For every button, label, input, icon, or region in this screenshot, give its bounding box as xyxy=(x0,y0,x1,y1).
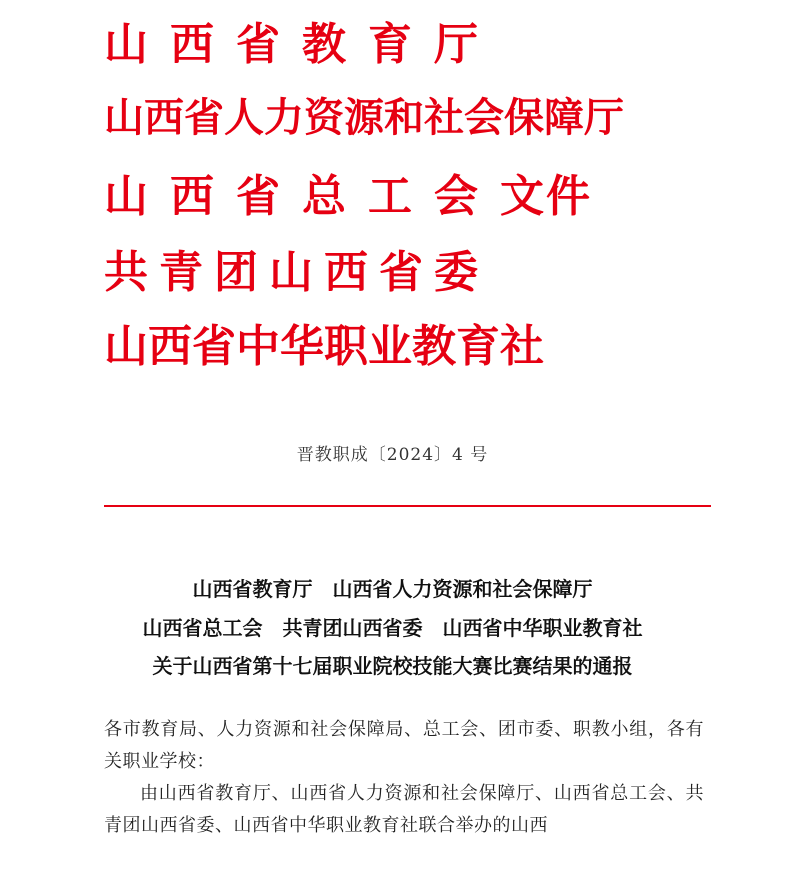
body-paragraph: 由山西省教育厅、山西省人力资源和社会保障厅、山西省总工会、共青团山西省委、山西省中华职业教育社联合举办的山西 xyxy=(104,783,704,836)
header-issuer-trade-union xyxy=(104,160,592,224)
red-divider-line xyxy=(104,505,711,507)
header-issuer-education-dept: 山西省教育厅 xyxy=(104,19,500,70)
document-number: 晋教职成〔2024〕4 号 xyxy=(296,445,489,465)
header-issuer-vocational-society: 山西省中华职业教育社 xyxy=(104,321,544,372)
header-document-suffix: 文件 xyxy=(500,171,592,222)
document-body xyxy=(104,714,704,842)
header-issuer-trade-union-label: 山西省总工会 xyxy=(104,171,500,222)
document-title-line-3: 关于山西省第十七届职业院校技能大赛比赛结果的通报 xyxy=(152,654,633,678)
document-title-line-1: 山西省教育厅 山西省人力资源和社会保障厅 xyxy=(192,577,593,601)
header-issuer-hr-dept: 山西省人力资源和社会保障厅 xyxy=(104,95,624,141)
salutation: 各市教育局、人力资源和社会保障局、总工会、团市委、职教小组，各有关职业学校： xyxy=(104,719,704,772)
header-issuer-youth-league: 共青团山西省委 xyxy=(104,247,489,298)
document-title-line-2: 山西省总工会 共青团山西省委 山西省中华职业教育社 xyxy=(142,616,643,640)
